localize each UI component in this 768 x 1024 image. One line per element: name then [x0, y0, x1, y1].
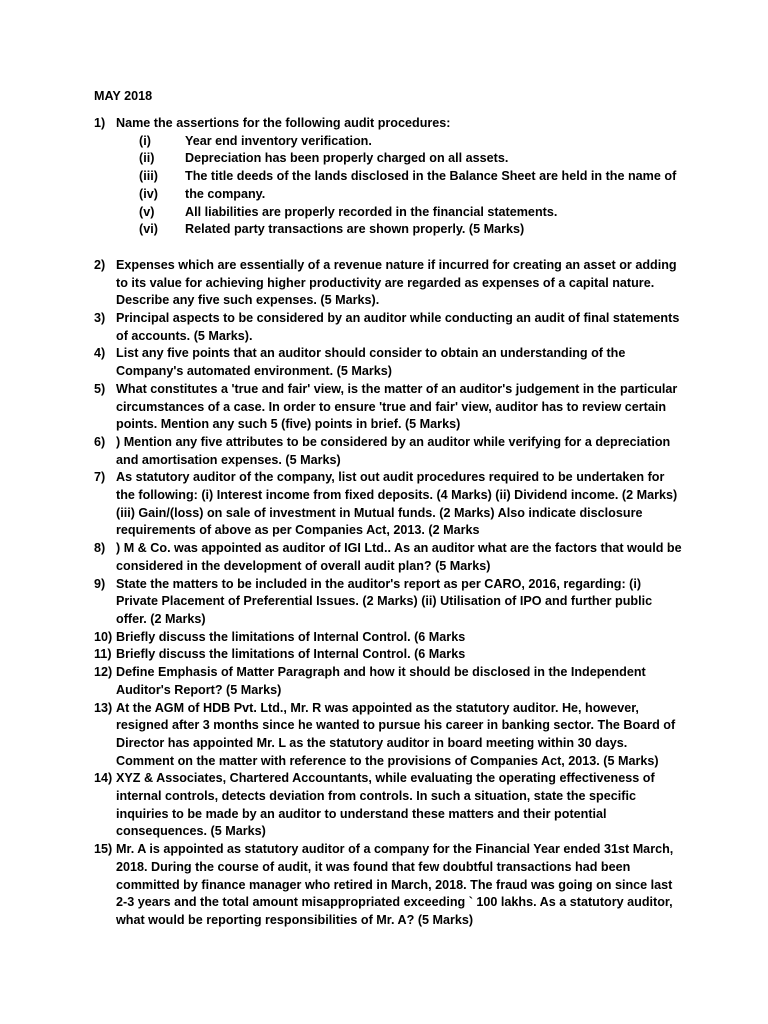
question-8 — [94, 540, 684, 575]
marks-label: (2 Marks) — [150, 611, 206, 626]
sub-item-text: Year end inventory verification. — [185, 133, 372, 148]
question-4 — [94, 345, 684, 380]
question-text: Expenses which are essentially of a revenue nature if incurred for creating an asset or adding to its value for achieving higher productivity are regarded as expenses of a capital nature. Describe any five such expenses. — [116, 257, 677, 308]
question-number: 9) — [94, 576, 106, 591]
marks-label: (2 Marks) — [439, 505, 495, 520]
marks-label: (5 Marks) — [285, 452, 341, 467]
sub-item-text: the company. — [185, 186, 266, 201]
sub-item-number: (ii) — [139, 151, 155, 166]
question-13 — [94, 700, 684, 771]
marks-label: (5 Marks) — [404, 417, 461, 432]
question-text: What constitutes a 'true and fair' view, is the matter of an auditor's judgement in the particular circumstances of a case. In order to ensure 'true and fair' view, auditor has to review certain points. Mention any such 5 (five) points in brief. — [116, 381, 678, 432]
marks-label: (4 Marks) — [436, 488, 492, 503]
question-number: 3) — [94, 311, 106, 326]
question-number: 14) — [94, 771, 113, 786]
question-text: Principal aspects to be considered by an auditor while conducting an audit of final statements of accounts. — [116, 311, 680, 343]
marks-label: (2 Marks) — [621, 488, 678, 503]
marks-label: (2 Marks — [428, 523, 480, 538]
marks-label: (5 Marks) — [210, 824, 266, 839]
question-2 — [94, 257, 684, 310]
marks-label: (5 Marks). — [320, 293, 380, 308]
sub-item-number: (iv) — [139, 186, 158, 201]
question-11 — [94, 646, 684, 664]
sub-item — [116, 186, 684, 204]
question-text: (iii) Gain/(loss) on sale of investment in Mutual funds. — [116, 505, 436, 520]
question-number: 10) — [94, 629, 113, 644]
sub-item-number: (i) — [139, 133, 151, 148]
sub-item-number: (iii) — [139, 169, 158, 184]
question-text: ) Mention any five attributes to be considered by an auditor while verifying for a depreciation and amortisation expenses. — [116, 434, 671, 467]
question-list — [94, 115, 684, 930]
marks-label: (5 Marks) — [226, 682, 282, 697]
marks-label: (5 Marks) — [468, 222, 525, 237]
question-text: Define Emphasis of Matter Paragraph and how it should be disclosed in the Independent Auditor's Report? — [116, 665, 646, 697]
sub-item — [116, 221, 684, 239]
sub-item-text: The title deeds of the lands disclosed in the Balance Sheet are held in the name of — [185, 169, 677, 184]
question-5 — [94, 381, 684, 434]
question-number: 2) — [94, 257, 106, 272]
question-6 — [94, 434, 684, 469]
question-10 — [94, 629, 684, 647]
question-text: (ii) Dividend income. — [495, 488, 619, 503]
sub-item-text: Related party transactions are shown properly. — [185, 222, 466, 237]
question-number: 13) — [94, 700, 113, 715]
marks-label: (5 Marks) — [417, 912, 474, 927]
question-text: Briefly discuss the limitations of Internal Control. — [116, 629, 411, 644]
question-number: 8) — [94, 541, 106, 556]
page-heading: MAY 2018 — [94, 89, 153, 103]
marks-label: (5 Marks). — [193, 328, 253, 343]
question-9 — [94, 576, 684, 629]
question-text: ) M & Co. was appointed as auditor of IGI Ltd.. As an auditor what are the factors that would be considered in the development of overall audit plan? — [116, 541, 682, 573]
marks-label: (5 Marks) — [603, 753, 659, 768]
question-text: Mr. A is appointed as statutory auditor of a company for the Financial Year ended 31st March, 2018. During the course of audit, it was found that few doubtful transactions had been committed by finance manager who retired in March, 2018. The fraud was going on since last 2-3 years and the total amount misappropriated exceeding ` 100 lakhs. As a statutory auditor, what would be reporting responsibilities of Mr. A? — [116, 842, 674, 927]
question-12 — [94, 664, 684, 699]
marks-label: (6 Marks — [414, 629, 466, 644]
question-number: 11) — [94, 647, 112, 662]
question-number: 15) — [94, 842, 113, 857]
sub-item-text: All liabilities are properly recorded in the financial statements. — [185, 204, 558, 219]
question-14 — [94, 770, 684, 841]
question-text: At the AGM of HDB Pvt. Ltd., Mr. R was appointed as the statutory auditor. He, however, resigned after 3 months since he wanted to pursue his career in banking sector. The Board of Director has appointed Mr. L as the statutory auditor in board meeting within 30 days. Comment on the matter with reference to the provisions of Companies Act, 2013. — [116, 700, 676, 768]
question-number: 6) — [94, 434, 106, 449]
question-number: 7) — [94, 470, 106, 485]
question-text: As statutory auditor of the company, list out audit procedures required to be undertaken for the following: (i) Interest income from fixed deposits. — [116, 470, 665, 503]
question-7 — [94, 469, 684, 540]
question-text: XYZ & Associates, Chartered Accountants, while evaluating the operating effectiveness of internal controls, detects deviation from controls. In such a situation, state the specific inquiries to be made by an auditor to understand these matters and their potential consequences. — [116, 771, 655, 839]
question-number: 12) — [94, 665, 113, 680]
marks-label: (6 Marks — [414, 647, 466, 662]
marks-label: (5 Marks) — [435, 558, 491, 573]
sub-item-number: (vi) — [139, 222, 158, 237]
sub-item — [116, 150, 684, 168]
question-number: 4) — [94, 346, 106, 361]
question-number: 1) — [94, 116, 106, 130]
sub-item — [116, 168, 684, 186]
question-text: Briefly discuss the limitations of Internal Control. — [116, 647, 411, 662]
question-15 — [94, 841, 684, 930]
question-3 — [94, 310, 684, 345]
marks-label: (2 Marks) — [362, 594, 418, 609]
sub-item — [116, 204, 684, 222]
question-text: Also indicate disclosure requirements of above as per Companies Act, 2013. — [116, 505, 643, 538]
sub-item-text: Depreciation has been properly charged on all assets. — [185, 151, 509, 166]
question-text: State the matters to be included in the auditor's report as per CARO, 2016, regarding: (i) Private Placement of Preferential Issues. — [116, 576, 642, 609]
sub-item — [116, 133, 684, 151]
question-number: 5) — [94, 381, 106, 396]
sub-item-number: (v) — [139, 204, 155, 219]
question-text: Name the assertions for the following audit procedures: — [116, 116, 451, 130]
question-text: (ii) Utilisation of IPO and further public offer. — [116, 594, 653, 626]
question-text: List any five points that an auditor should consider to obtain an understanding of the Company's automated environment. — [116, 346, 626, 379]
marks-label: (5 Marks) — [336, 364, 392, 379]
question-1 — [94, 115, 684, 239]
